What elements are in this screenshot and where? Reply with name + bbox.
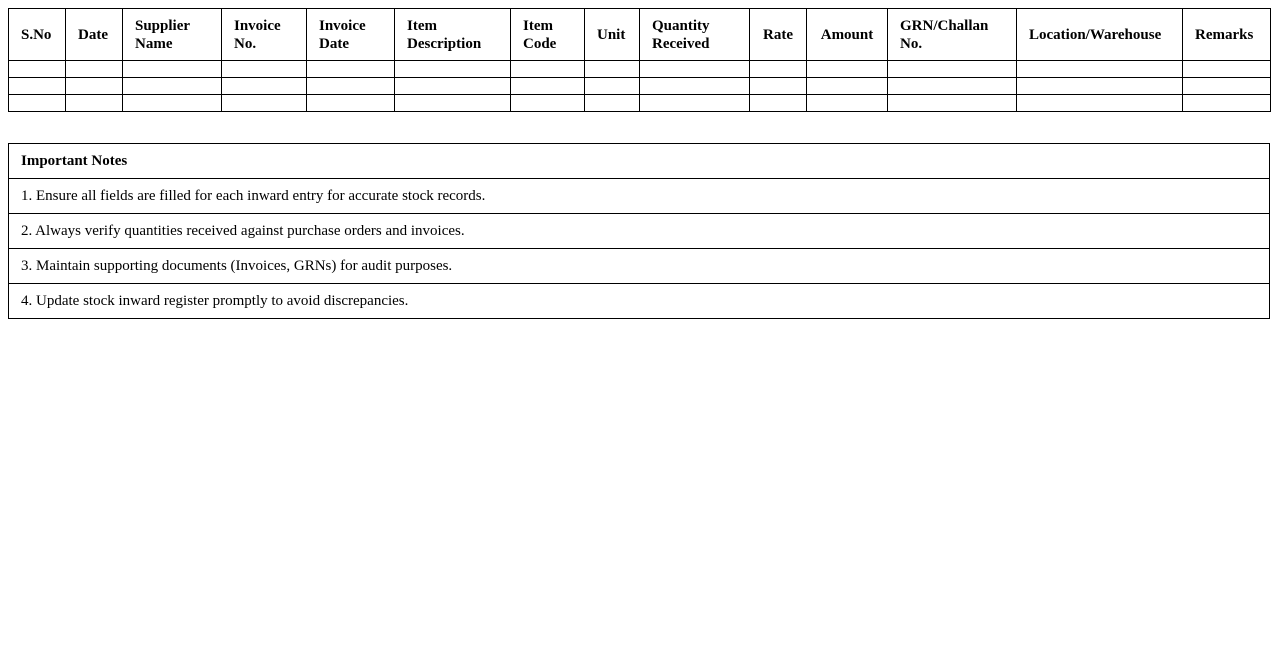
column-header-item-code: Item Code (511, 9, 585, 61)
list-item (9, 214, 1270, 249)
column-header-item-description: Item Description (395, 9, 511, 61)
table-cell[interactable] (9, 95, 66, 112)
table-cell[interactable] (395, 61, 511, 78)
table-cell[interactable] (222, 95, 307, 112)
column-header-remarks: Remarks (1183, 9, 1271, 61)
note-item-2: 2. Always verify quantities received against purchase orders and invoices. (9, 214, 1270, 249)
table-cell[interactable] (511, 95, 585, 112)
table-cell[interactable] (66, 95, 123, 112)
table-cell[interactable] (1017, 78, 1183, 95)
list-item (9, 179, 1270, 214)
table-cell[interactable] (1183, 61, 1271, 78)
table-row (9, 78, 1271, 95)
column-header-date: Date (66, 9, 123, 61)
column-header-invoice-no: Invoice No. (222, 9, 307, 61)
table-cell[interactable] (807, 78, 888, 95)
table-cell[interactable] (1017, 61, 1183, 78)
table-cell[interactable] (750, 61, 807, 78)
table-cell[interactable] (1183, 95, 1271, 112)
column-header-sno: S.No (9, 9, 66, 61)
table-cell[interactable] (222, 78, 307, 95)
table-cell[interactable] (222, 61, 307, 78)
important-notes-table (8, 143, 1270, 319)
column-header-grn-challan-no: GRN/Challan No. (888, 9, 1017, 61)
table-cell[interactable] (123, 61, 222, 78)
column-header-rate: Rate (750, 9, 807, 61)
table-cell[interactable] (511, 61, 585, 78)
table-cell[interactable] (585, 61, 640, 78)
table-cell[interactable] (307, 61, 395, 78)
column-header-location-warehouse: Location/Warehouse (1017, 9, 1183, 61)
column-header-unit: Unit (585, 9, 640, 61)
table-cell[interactable] (640, 61, 750, 78)
note-item-1: 1. Ensure all fields are filled for each inward entry for accurate stock records. (9, 179, 1270, 214)
column-header-supplier-name: Supplier Name (123, 9, 222, 61)
table-cell[interactable] (66, 61, 123, 78)
table-cell[interactable] (888, 95, 1017, 112)
table-cell[interactable] (307, 78, 395, 95)
list-item (9, 284, 1270, 319)
column-header-amount: Amount (807, 9, 888, 61)
table-cell[interactable] (1017, 95, 1183, 112)
table-cell[interactable] (307, 95, 395, 112)
note-item-4: 4. Update stock inward register promptly to avoid discrepancies. (9, 284, 1270, 319)
table-cell[interactable] (395, 95, 511, 112)
table-cell[interactable] (123, 95, 222, 112)
table-cell[interactable] (9, 78, 66, 95)
note-item-3: 3. Maintain supporting documents (Invoices, GRNs) for audit purposes. (9, 249, 1270, 284)
table-row (9, 95, 1271, 112)
table-cell[interactable] (888, 78, 1017, 95)
list-item (9, 249, 1270, 284)
table-cell[interactable] (750, 95, 807, 112)
table-cell[interactable] (807, 95, 888, 112)
table-cell[interactable] (585, 78, 640, 95)
notes-heading-row (9, 144, 1270, 179)
notes-heading: Important Notes (9, 144, 1270, 179)
table-header-row (9, 9, 1271, 61)
stock-inward-register-table (8, 8, 1271, 112)
table-cell[interactable] (585, 95, 640, 112)
table-cell[interactable] (1183, 78, 1271, 95)
table-cell[interactable] (66, 78, 123, 95)
column-header-invoice-date: Invoice Date (307, 9, 395, 61)
table-cell[interactable] (750, 78, 807, 95)
table-cell[interactable] (9, 61, 66, 78)
table-cell[interactable] (395, 78, 511, 95)
table-cell[interactable] (640, 78, 750, 95)
table-row (9, 61, 1271, 78)
table-cell[interactable] (511, 78, 585, 95)
table-cell[interactable] (807, 61, 888, 78)
table-cell[interactable] (888, 61, 1017, 78)
table-cell[interactable] (640, 95, 750, 112)
column-header-quantity-received: Quantity Received (640, 9, 750, 61)
table-cell[interactable] (123, 78, 222, 95)
